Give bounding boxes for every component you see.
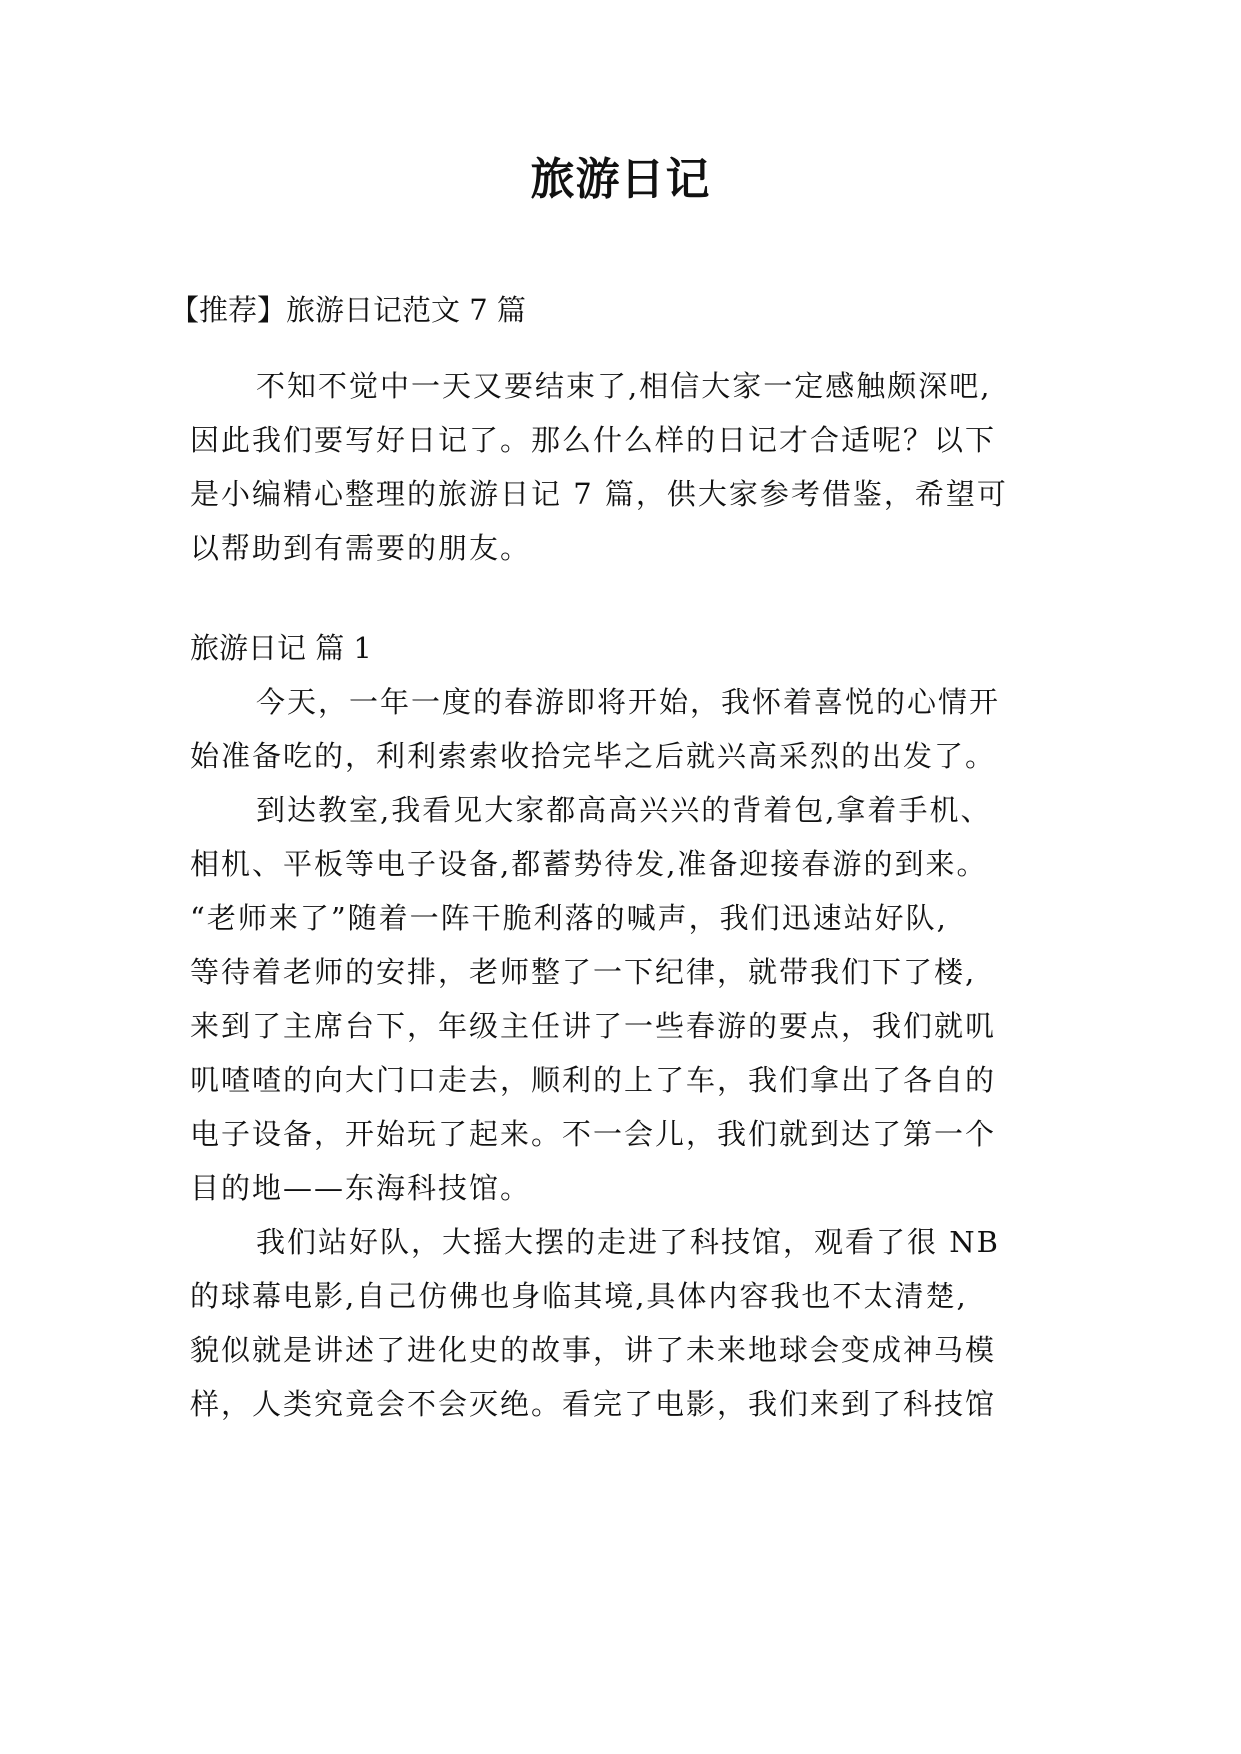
body-line: 电子设备，开始玩了起来。不一会儿，我们就到达了第一个 xyxy=(190,1117,997,1151)
document-subtitle: 【推荐】旅游日记范文 7 篇 xyxy=(170,293,526,327)
body-line: “老师来了”随着一阵干脆利落的喊声，我们迅速站好队, xyxy=(190,901,948,935)
body-line: 始准备吃的，利利索索收拾完毕之后就兴高采烈的出发了。 xyxy=(190,739,997,773)
section-heading: 旅游日记 篇 1 xyxy=(190,631,372,665)
intro-line: 以帮助到有需要的朋友。 xyxy=(190,531,532,565)
body-line: 来到了主席台下，年级主任讲了一些春游的要点，我们就叽 xyxy=(190,1009,997,1043)
body-line: 我们站好队，大摇大摆的走进了科技馆，观看了很 NB xyxy=(256,1225,1000,1259)
body-line: 叽喳喳的向大门口走去，顺利的上了车，我们拿出了各自的 xyxy=(190,1063,997,1097)
body-line: 相机、平板等电子设备,都蓄势待发,准备迎接春游的到来。 xyxy=(190,847,988,881)
body-line: 今天，一年一度的春游即将开始，我怀着喜悦的心情开 xyxy=(256,685,1001,719)
body-line: 样，人类究竟会不会灭绝。看完了电影，我们来到了科技馆 xyxy=(190,1387,997,1421)
body-line: 目的地——东海科技馆。 xyxy=(190,1171,532,1205)
intro-line: 不知不觉中一天又要结束了,相信大家一定感触颇深吧, xyxy=(256,369,992,403)
body-line: 的球幕电影,自己仿佛也身临其境,具体内容我也不太清楚, xyxy=(190,1279,968,1313)
body-line: 貌似就是讲述了进化史的故事，讲了未来地球会变成神马模 xyxy=(190,1333,997,1367)
document-title: 旅游日记 xyxy=(530,154,711,205)
body-line: 到达教室,我看见大家都高高兴兴的背着包,拿着手机、 xyxy=(256,793,992,827)
intro-line: 是小编精心整理的旅游日记 7 篇，供大家参考借鉴，希望可 xyxy=(190,477,1008,511)
body-line: 等待着老师的安排，老师整了一下纪律，就带我们下了楼, xyxy=(190,955,977,989)
intro-line: 因此我们要写好日记了。那么什么样的日记才合适呢？以下 xyxy=(190,423,997,457)
